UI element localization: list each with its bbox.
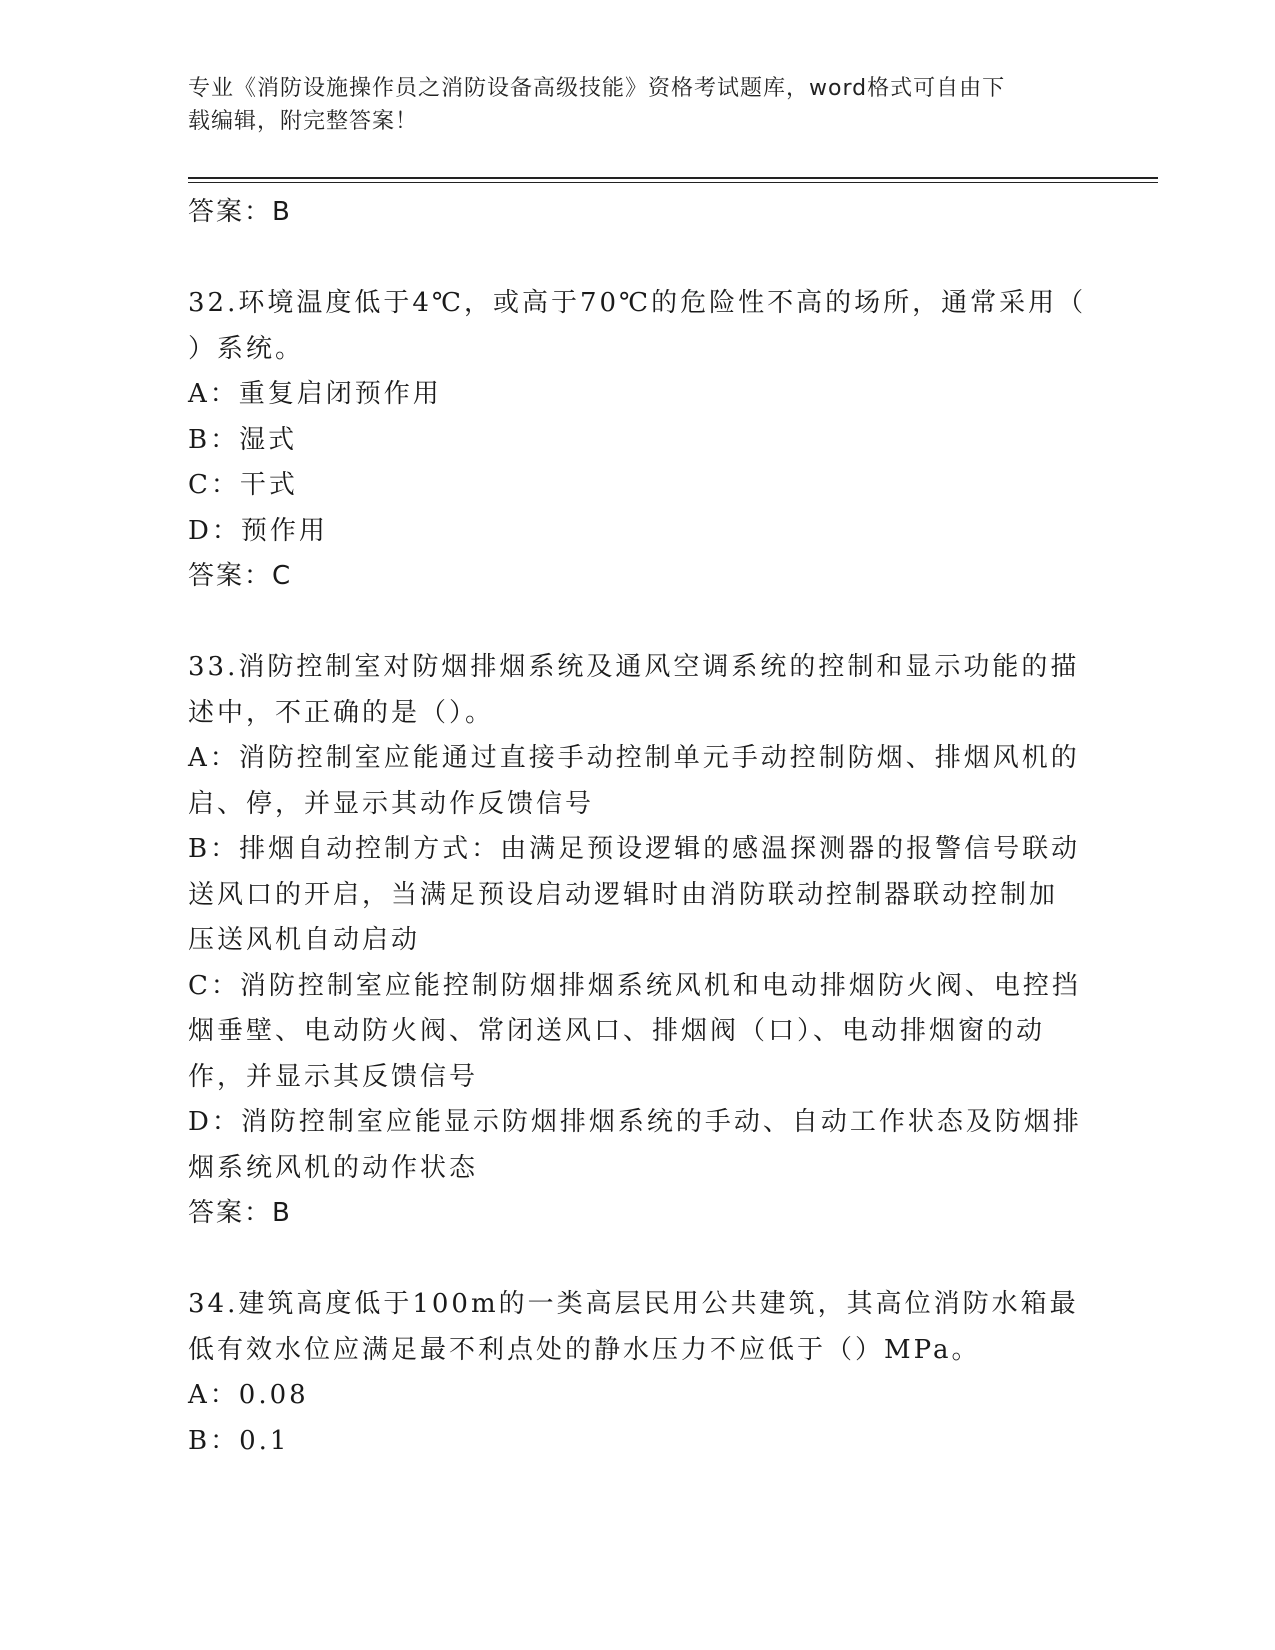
answer-33: 答案：B <box>188 1198 292 1228</box>
option-c: C：消防控制室应能控制防烟排烟系统风机和电动排烟防火阀、电控挡 <box>188 970 1081 1001</box>
option-a: A：重复启闭预作用 <box>188 379 442 409</box>
header-line-2: 载编辑，附完整答案！ <box>188 109 419 134</box>
option-c: C：干式 <box>188 470 298 500</box>
option-d: D：消防控制室应能显示防烟排烟系统的手动、自动工作状态及防烟排 <box>188 1107 1082 1137</box>
question-stem-line: ）系统。 <box>188 333 305 364</box>
option-a-cont: 启、停，并显示其动作反馈信号 <box>188 788 595 819</box>
question-stem-line: 33.消防控制室对防烟排烟系统及通风空调系统的控制和显示功能的描 <box>188 652 1080 682</box>
option-c-cont: 烟垂壁、电动防火阀、常闭送风口、排烟阀（口）、电动排烟窗的动 <box>188 1016 1046 1046</box>
option-b-cont: 送风口的开启，当满足预设启动逻辑时由消防联动控制器联动控制加 <box>188 879 1059 910</box>
spacer <box>188 1237 1088 1283</box>
question-stem-line: 34.建筑高度低于100m的一类高层民用公共建筑，其高位消防水箱最 <box>188 1289 1079 1319</box>
question-34 <box>188 1282 1088 1464</box>
option-b: B：湿式 <box>188 424 298 455</box>
option-d-cont: 烟系统风机的动作状态 <box>188 1152 479 1183</box>
option-c-cont: 作，并显示其反馈信号 <box>188 1061 479 1092</box>
header-rule-thin <box>188 182 1158 183</box>
question-stem-line: 32.环境温度低于4℃，或高于70℃的危险性不高的场所，通常采用（ <box>188 288 1087 318</box>
question-stem-line: 低有效水位应满足最不利点处的静水压力不应低于（）MPa。 <box>188 1334 981 1365</box>
option-b: B：排烟自动控制方式：由满足预设逻辑的感温探测器的报警信号联动 <box>188 834 1081 864</box>
option-a: A：0.08 <box>188 1380 309 1410</box>
answer-32: 答案：C <box>188 561 293 591</box>
option-a: A：消防控制室应能通过直接手动控制单元手动控制防烟、排烟风机的 <box>188 743 1080 773</box>
option-d: D：预作用 <box>188 515 328 546</box>
question-32 <box>188 281 1088 600</box>
option-b: B：0.1 <box>188 1425 290 1456</box>
question-list <box>188 190 1088 1464</box>
question-stem-line: 述中，不正确的是（）。 <box>188 697 495 728</box>
question-33 <box>188 645 1088 1237</box>
header-line-1: 专业《消防设施操作员之消防设备高级技能》资格考试题库，word格式可自由下 <box>188 76 1006 101</box>
spacer <box>188 236 1088 282</box>
header-rule-thick <box>188 177 1158 179</box>
answer-31: 答案：B <box>188 197 292 227</box>
spacer <box>188 600 1088 646</box>
option-b-cont: 压送风机自动启动 <box>188 925 421 955</box>
page-header <box>188 72 1068 138</box>
